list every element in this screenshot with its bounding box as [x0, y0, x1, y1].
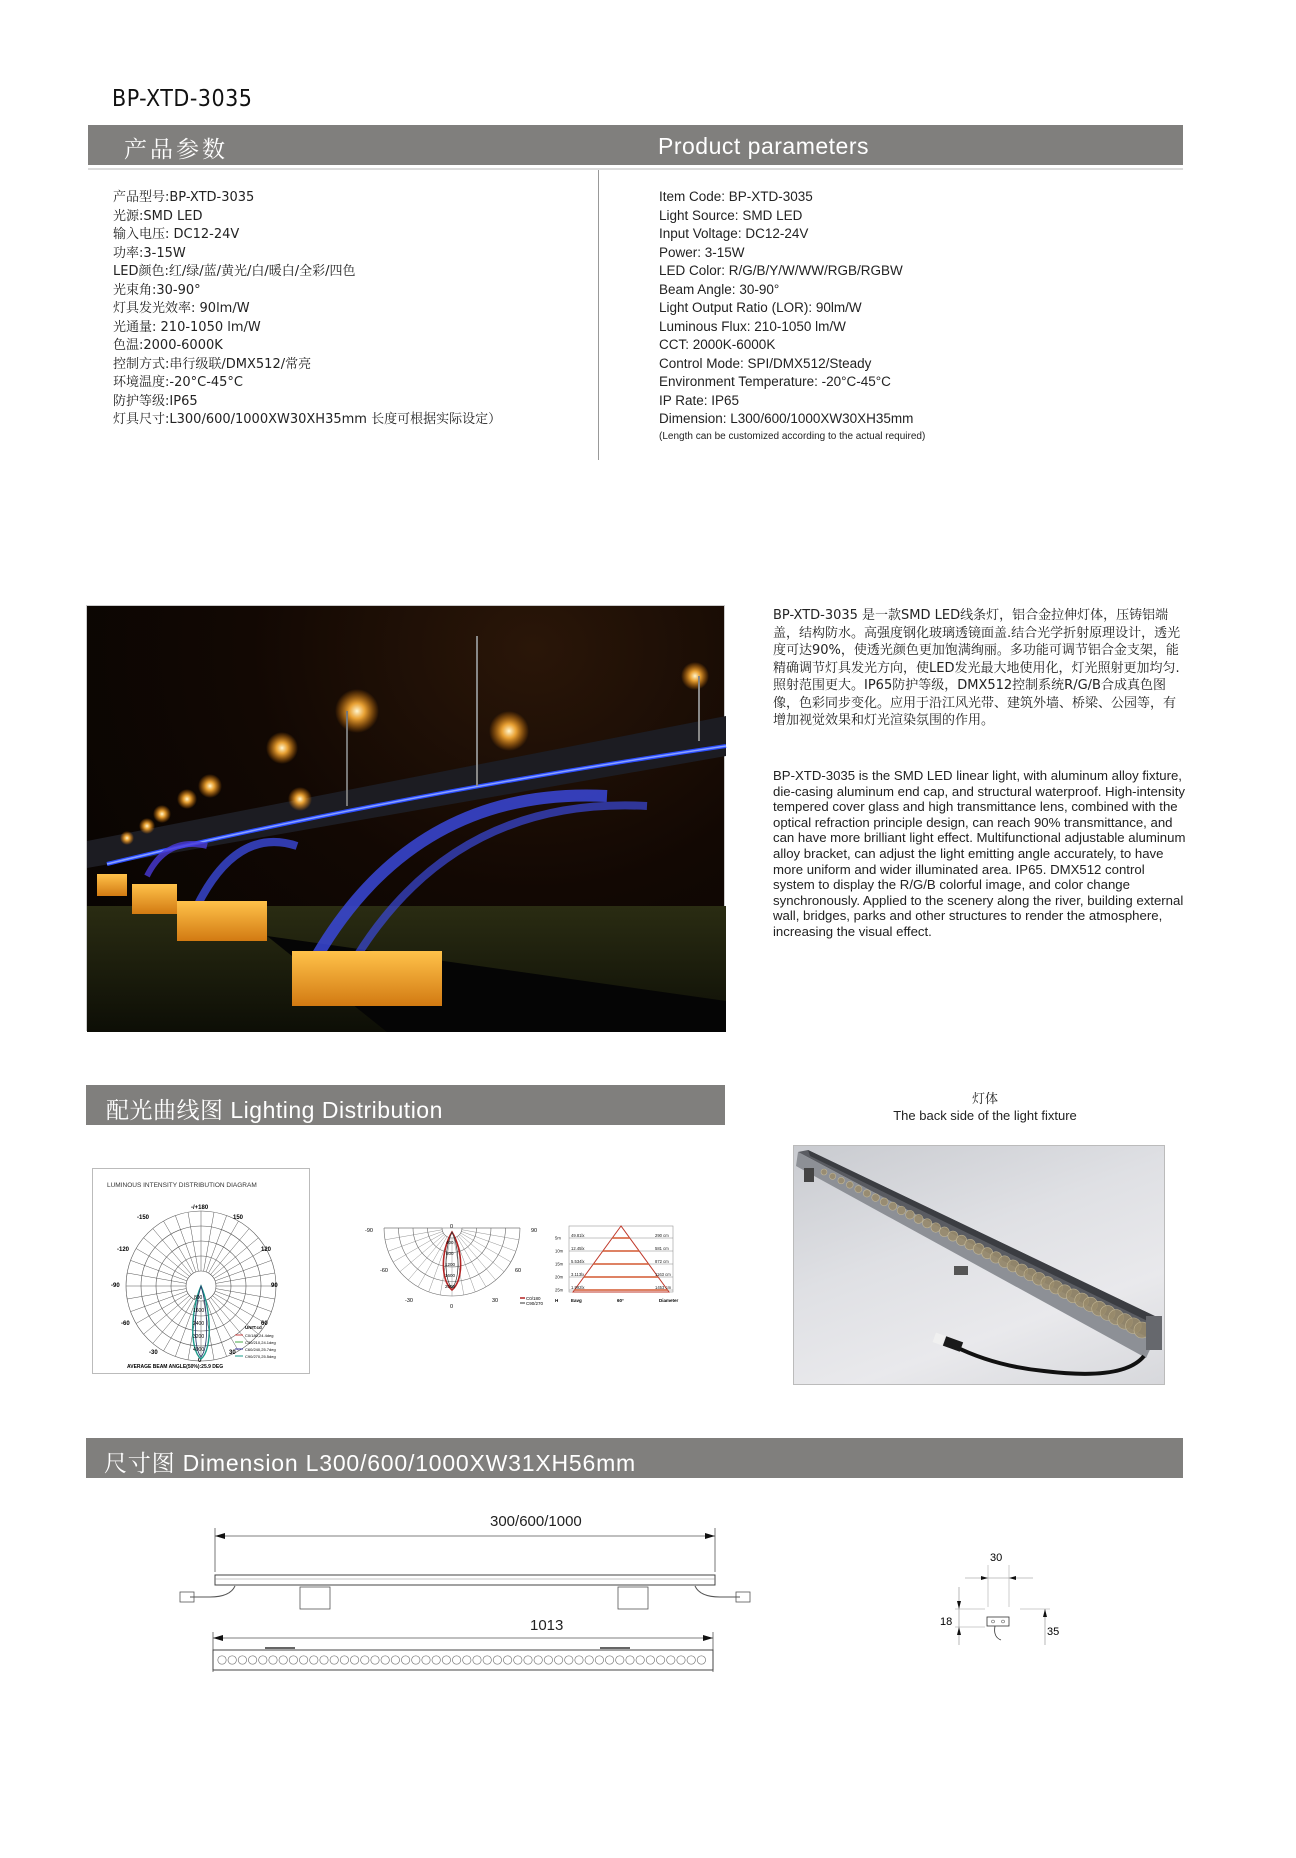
polar-ring-label: 4000 [193, 1347, 205, 1353]
half-angle-label: 0 [450, 1224, 454, 1230]
half-ring-label: 1600 [445, 1273, 456, 1278]
cone-footer-e: Eavg [571, 1298, 582, 1303]
lens-circle [585, 1656, 593, 1664]
polar-spoke [206, 1216, 227, 1272]
polar-legend-item: C60/240,25.7deg [245, 1347, 276, 1352]
spec-row: Light Source: SMD LED [659, 207, 803, 223]
fixture-caption [795, 1090, 1175, 1124]
lens-circle [238, 1656, 246, 1664]
spec-row: 光源:SMD LED [113, 208, 203, 224]
column-divider [598, 170, 599, 460]
spec-row: 防护等级:IP65 [113, 393, 198, 409]
polar-spoke [131, 1260, 187, 1281]
polar-spoke [131, 1291, 187, 1312]
lens-circle [279, 1656, 287, 1664]
cone-diameter: 581 cm [655, 1246, 669, 1251]
total-length-label: 1013 [530, 1617, 564, 1634]
cone-illuminance: 1.992lx [571, 1285, 585, 1290]
bridge-night-photo [86, 605, 725, 1031]
model-title: BP-XTD-3035 [112, 86, 253, 112]
half-angle-label: 90 [531, 1228, 538, 1234]
led-lens [838, 1177, 845, 1184]
lens-circle [636, 1656, 644, 1664]
polar-ring-label: 2400 [193, 1321, 205, 1327]
lens-circle [218, 1656, 226, 1664]
cone-footer-angle: 60° [617, 1298, 624, 1303]
cone-diameter: 1453 cm [655, 1285, 672, 1290]
cone-illuminance: 3.113lx [571, 1272, 585, 1277]
cone-height: 5m [555, 1235, 561, 1241]
cone-diameter: 1163 cm [655, 1272, 671, 1277]
lens-circle [259, 1656, 267, 1664]
dimension-drawing-svg [170, 1500, 930, 1690]
cone-rows [555, 1233, 673, 1293]
spec-row: Luminous Flux: 210-1050 lm/W [659, 318, 846, 334]
polar-angle-label: 60 [261, 1321, 268, 1327]
spec-list-en [659, 188, 925, 445]
polar-unit: UNIT:cd [245, 1325, 262, 1330]
lens-circle [544, 1656, 552, 1664]
polar-spoke [215, 1291, 271, 1312]
spec-row: 光束角:30-90° [113, 282, 201, 298]
lens-circle [330, 1656, 338, 1664]
led-lens [863, 1190, 870, 1197]
polar-legend-item: C90/270,25.5deg [245, 1354, 276, 1359]
spec-row: 环境温度:-20°C-45°C [113, 375, 244, 390]
led-lens-row [821, 1169, 1150, 1338]
polar-angle-label: 90 [271, 1283, 278, 1289]
spec-row: 功率:3-15W [113, 245, 186, 261]
params-title-en: Product parameters [658, 133, 869, 159]
half-angle-label: 0 [450, 1304, 454, 1310]
cone-diameter: 872 cm [655, 1259, 669, 1264]
height-label: 18 [940, 1616, 953, 1628]
lens-circle [320, 1656, 328, 1664]
half-legend-item: C0/180 [526, 1296, 541, 1301]
lighting-section-header [86, 1085, 725, 1125]
half-polar-svg [365, 1210, 544, 1310]
polar-ring-label: 800 [194, 1295, 203, 1301]
cone-diameter: 290 cm [655, 1233, 669, 1238]
params-title-cn: 产品参数 [124, 137, 228, 163]
lens-circle [463, 1656, 471, 1664]
spec-row: LED颜色:红/绿/蓝/黄光/白/暖白/全彩/四色 [113, 264, 356, 279]
half-legend-item: C90/270 [526, 1301, 544, 1306]
section-divider [88, 168, 1183, 170]
spec-note: (Length can be customized according to the actual required) [659, 430, 926, 442]
params-section-header [88, 125, 1183, 165]
lighting-title: 配光曲线图 Lighting Distribution [106, 1097, 443, 1123]
polar-spoke [127, 1273, 186, 1283]
depth-label: 35 [1047, 1626, 1060, 1638]
side-profile-drawing [925, 1545, 1065, 1645]
spec-row: Beam Angle: 30-90° [659, 281, 780, 297]
polar-angle-label: -150 [137, 1215, 150, 1221]
dimension-section-header [86, 1438, 1183, 1478]
lens-circle [473, 1656, 481, 1664]
cone-illuminance: 12.45lx [571, 1246, 585, 1251]
lens-circle [371, 1656, 379, 1664]
illuminance-cone-table [555, 1222, 685, 1307]
spec-row: 光通量: 210-1050 lm/W [113, 319, 261, 335]
length-label: 300/600/1000 [490, 1513, 582, 1530]
cone-height: 15m [555, 1261, 564, 1267]
lens-circle [391, 1656, 399, 1664]
spec-row: 灯具发光效率: 90lm/W [113, 301, 250, 316]
polar-spoke [216, 1273, 275, 1283]
lens-circle [575, 1656, 583, 1664]
lens-circle [626, 1656, 634, 1664]
polar-legend-item: C0/180,24.4deg [245, 1333, 274, 1338]
led-lens [821, 1169, 827, 1175]
spec-row: Item Code: BP-XTD-3035 [659, 189, 813, 204]
polar-angle-label: 120 [261, 1247, 272, 1253]
fixture-illustration [794, 1146, 1166, 1386]
lens-circle [503, 1656, 511, 1664]
spec-row: Power: 3-15W [659, 244, 745, 260]
polar-spoke [175, 1216, 196, 1272]
polar-spoke [188, 1212, 198, 1271]
polar-spoke [216, 1289, 275, 1299]
led-lens [906, 1210, 915, 1219]
lens-circle [422, 1656, 430, 1664]
product-description-cn: BP-XTD-3035 是一款SMD LED线条灯，铝合金拉伸灯体，压铸铝端盖，结构防水。高强度钢化玻璃透镜面盖.结合光学折射原理设计，透光度可达90%，使透光颜色更加饱满绚丽。多功能可调节铝合金支架，能精确调节灯具发光方向，使LED发光最大地使用化，灯光照射更加均匀.照射范围更大。IP65防护等级，DMX512控制系统R/G/B合成真色图像，色彩同步变化。应用于沿江风光带、建筑外墙、桥梁、公园等，有增加视觉效果和灯光渲染氛围的作用。 [773, 608, 1181, 728]
half-angle-label: -30 [405, 1298, 413, 1304]
polar-title: LUMINOUS INTENSITY DISTRIBUTION DIAGRAM [107, 1182, 257, 1189]
lens-circle [452, 1656, 460, 1664]
lens-circle [350, 1656, 358, 1664]
lens-circle [656, 1656, 664, 1664]
polar-angle-label: -90 [111, 1283, 120, 1289]
lens-circle [432, 1656, 440, 1664]
polar-spoke [204, 1212, 214, 1271]
lens-circle [289, 1656, 297, 1664]
led-lens [846, 1181, 853, 1188]
spec-row: Input Voltage: DC12-24V [659, 226, 809, 241]
spec-row: 产品型号:BP-XTD-3035 [113, 190, 255, 205]
cone-height: 20m [555, 1274, 564, 1280]
bridge-illustration [87, 606, 726, 1032]
polar-angle-label: -/+180 [191, 1205, 209, 1211]
polar-intensity-diagram [92, 1168, 310, 1374]
spec-row: 灯具尺寸:L300/600/1000XW30XH35mm 长度可根据实际设定） [113, 412, 502, 427]
dimension-lens-row [218, 1656, 706, 1664]
led-lens [889, 1202, 897, 1210]
cone-footer-d: Diameter [659, 1298, 679, 1303]
lens-circle [228, 1656, 236, 1664]
polar-angle-label: 150 [233, 1215, 244, 1221]
cone-footer-h: H [555, 1298, 559, 1303]
half-polar-diagram [365, 1210, 544, 1310]
lens-circle [340, 1656, 348, 1664]
half-ring-label: 2000 [445, 1284, 456, 1289]
lens-circle [616, 1656, 624, 1664]
led-lens [855, 1186, 862, 1193]
side-profile-svg [925, 1545, 1065, 1645]
lens-circle [401, 1656, 409, 1664]
lens-circle [534, 1656, 542, 1664]
lens-circle [524, 1656, 532, 1664]
lens-circle [361, 1656, 369, 1664]
lens-circle [381, 1656, 389, 1664]
cone-height: 10m [555, 1248, 564, 1254]
lens-circle [554, 1656, 562, 1664]
cone-illuminance: 49.81lx [571, 1233, 585, 1238]
polar-diagram-svg [93, 1169, 309, 1373]
lens-circle [248, 1656, 256, 1664]
lens-circle [310, 1656, 318, 1664]
cone-illuminance: 5.534lx [571, 1259, 585, 1264]
spec-row: Dimension: L300/600/1000XW30XH35mm [659, 411, 914, 426]
led-lens [923, 1219, 932, 1228]
lens-circle [269, 1656, 277, 1664]
led-lens [914, 1214, 923, 1223]
half-angle-label: 60 [515, 1268, 522, 1274]
spec-row: 控制方式:串行级联/DMX512/常亮 [113, 356, 312, 372]
lens-circle [677, 1656, 685, 1664]
lens-circle [595, 1656, 603, 1664]
lens-circle [697, 1656, 705, 1664]
polar-angle-label: -30 [149, 1350, 158, 1356]
width-label: 30 [990, 1552, 1003, 1564]
lens-circle [514, 1656, 522, 1664]
led-lens [897, 1206, 905, 1214]
half-ring-label: 1200 [445, 1262, 456, 1267]
half-ring-label: 800 [446, 1251, 454, 1256]
polar-legend-item: C30/210,24.1deg [245, 1340, 276, 1345]
lens-circle [687, 1656, 695, 1664]
half-angle-label: 30 [492, 1298, 499, 1304]
fixture-caption-en: The back side of the light fixture [893, 1108, 1077, 1123]
fixture-caption-cn: 灯体 [971, 1091, 998, 1106]
fixture-back-photo [793, 1145, 1165, 1385]
half-ring-label: 400 [446, 1240, 454, 1245]
led-lens [872, 1194, 880, 1202]
lens-circle [646, 1656, 654, 1664]
lens-circle [605, 1656, 613, 1664]
lens-circle [412, 1656, 420, 1664]
lens-circle [442, 1656, 450, 1664]
spec-row: Environment Temperature: -20°C-45°C [659, 374, 891, 389]
led-lens [931, 1223, 941, 1233]
polar-spoke [215, 1260, 271, 1281]
cone-svg [555, 1222, 685, 1307]
lens-circle [493, 1656, 501, 1664]
lens-circle [299, 1656, 307, 1664]
polar-angle-label: 0 [198, 1358, 202, 1364]
lens-circle [565, 1656, 573, 1664]
spec-list-cn [113, 189, 501, 430]
polar-ring-label: 3200 [193, 1334, 205, 1340]
spec-row: Light Output Ratio (LOR): 90lm/W [659, 300, 862, 315]
polar-ring-label: 1600 [193, 1308, 205, 1314]
polar-spoke [127, 1289, 186, 1299]
spec-row: IP Rate: IP65 [659, 392, 740, 408]
lens-circle [483, 1656, 491, 1664]
half-angle-label: -90 [365, 1228, 373, 1234]
cone-height: 25m [555, 1287, 564, 1293]
spec-row: LED Color: R/G/B/Y/W/WW/RGB/RGBW [659, 263, 903, 278]
product-description-en: BP-XTD-3035 is the SMD LED linear light, with aluminum alloy fixture, die-casing aluminum end cap, and structural waterproof. High-intensity tempered cover glass and high transmittance lens, combined with the optical refraction principle design, can reach 90% transmittance, and can have more brilliant light effect. Multifunctional adjustable aluminum alloy bracket, can adjust the light emitting angle accurately, to have more uniform and wider illuminated area. IP65. DMX512 control system to display the R/G/B colorful image, and color change synchronously. Applied to the scenery along the river, building external wall, bridges, parks and other structures to render the atmosphere, increasing the visual effect. [773, 768, 1186, 939]
dimension-drawing [170, 1500, 930, 1690]
spec-row: 输入电压: DC12-24V [113, 227, 240, 242]
spec-row: CCT: 2000K-6000K [659, 337, 776, 352]
dimension-title: 尺寸图 Dimension L300/600/1000XW31XH56mm [104, 1450, 637, 1476]
polar-footer: AVERAGE BEAM ANGLE(50%):25.9 DEG [127, 1364, 224, 1370]
spec-row: 色温:2000-6000K [113, 338, 223, 353]
spec-row: Control Mode: SPI/DMX512/Steady [659, 355, 872, 371]
polar-angle-label: -120 [117, 1247, 130, 1253]
led-lens [829, 1173, 835, 1179]
half-angle-label: -60 [380, 1268, 388, 1274]
polar-angle-label: -60 [121, 1321, 130, 1327]
polar-angle-label: 30 [229, 1350, 236, 1356]
lens-circle [667, 1656, 675, 1664]
led-lens [880, 1198, 888, 1206]
